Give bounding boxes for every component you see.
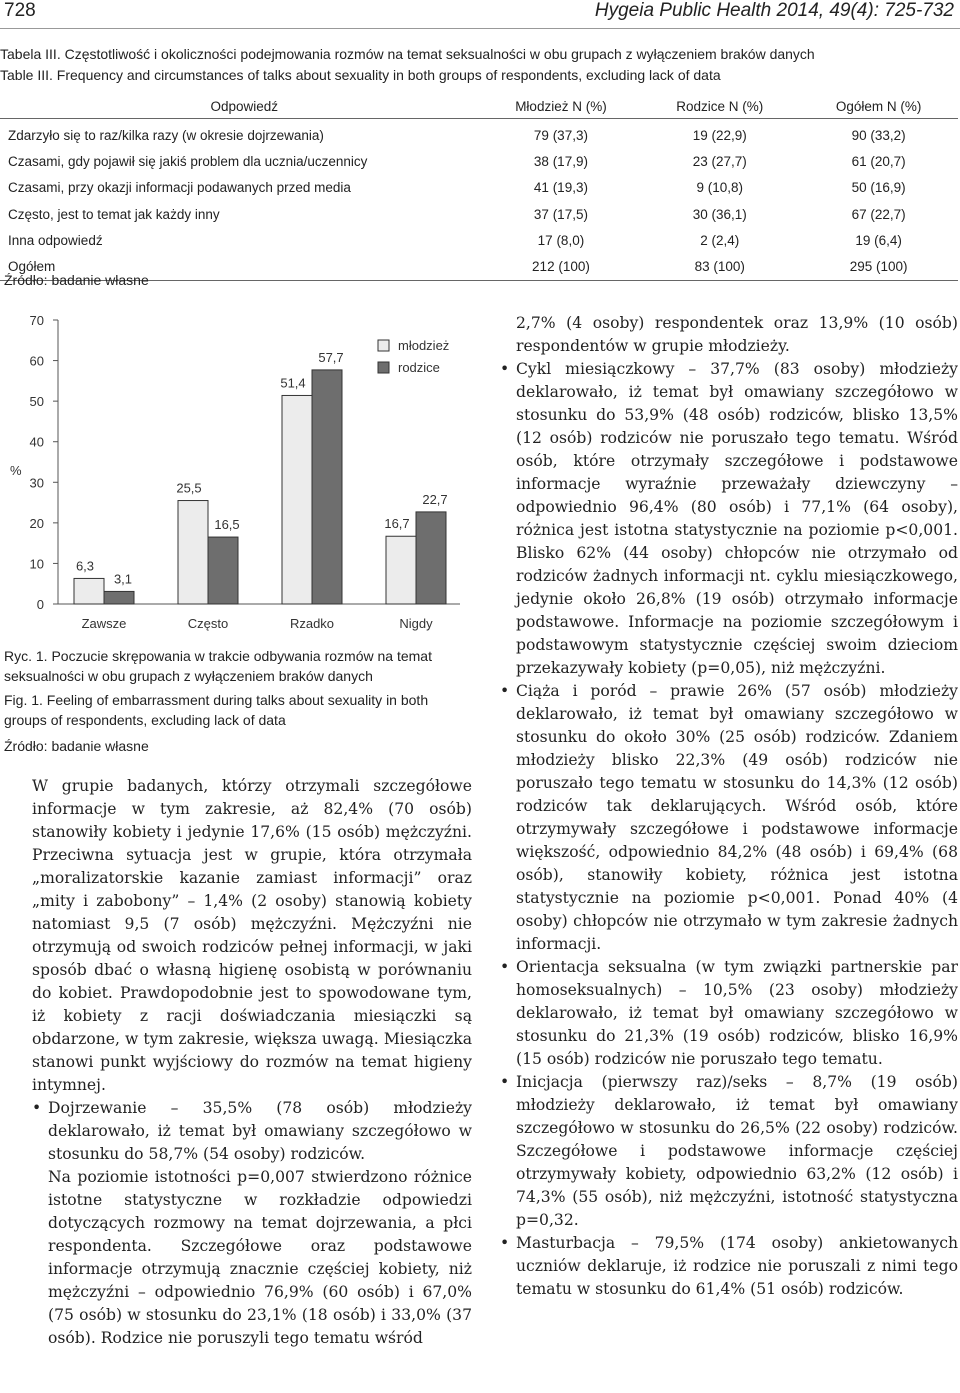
table-cell: Inna odpowiedź [8, 232, 103, 248]
bullet-icon: • [500, 1234, 510, 1252]
bullet-text: Inicjacja (pierwszy raz)/seks – 8,7% (19 osób) młodzieży deklarowało, iż temat był omawiany szczegółowo w stosunku do 26,5% (22 osoby) rodziców. Szczegółowe i podstawowe informacje częściej otrzymywały kobiety, odpowiednio 63,2% (12 osób) i 74,3% (55 osób), niż mężczyźni, istotność statystyczna p=0,32. [516, 1073, 958, 1229]
bullet-item [500, 1232, 958, 1301]
bar-value-label: 3,1 [113, 571, 133, 587]
col-header-parents: Rodzice N (%) [640, 94, 799, 119]
bullet-item [500, 1071, 958, 1232]
bar-młodzież [386, 536, 416, 604]
x-tick-label: Zawsze [81, 616, 127, 631]
table-cell: 212 (100) [482, 253, 641, 280]
table-row [0, 148, 958, 174]
bullet-text: Cykl miesiączkowy – 37,7% (83 osoby) młodzieży deklarowało, iż temat był omawiany szczegółowo w stosunku do 53,9% (48 osób) rodziców, blisko 13,5% (12 osób) rodziców nie poruszało tego tematu. Wśród osób, które otrzymały szczegółowe i podstawowe informacje wyraźnie przeważały dziewczyny – odpowiednio 96,4% (80 osób) i 77,1% (64 osoby), różnica jest istotna statystycznie na poziomie p<0,001. Blisko 62% (44 osoby) chłopców nie otrzymało od rodziców żadnych informacji nt. cyklu miesiączkowego, jedynie około 26,8% (19 osób) otrzymało informacje podstawowe. Informacje na poziomie szczegółowym i podstawowym statystycznie częściej swoim dzieciom przekazywały kobiety (p=0,05), niż mężczyźni. [516, 360, 958, 677]
table-cell: 17 (8,0) [537, 232, 585, 248]
y-tick-label: 30 [29, 475, 44, 491]
legend-swatch [378, 340, 389, 351]
table-cell: 79 (37,3) [533, 127, 588, 143]
x-tick-label: Rzadko [289, 616, 335, 631]
bar-rodzice [208, 537, 238, 604]
bar-rodzice [104, 591, 134, 604]
y-tick-label: 0 [36, 597, 44, 612]
bullet-text: Ciąża i poród – prawie 26% (57 osób) młodzieży deklarowało, iż temat był omawiany szczegółowo w stosunku do około 30% (25 osób) rodziców. Zdaniem młodzieży blisko 22,3% (49 osób) rodziców nie poruszało tego tematu w stosunku do 14,3% (12 osób) rodziców tak deklarujących. Wśród osób, które otrzymywały szczegółowe i podstawowe informacje większość, odpowiednio 84,2% (48 osób) i 69,4% (68 osób), stanowiły kobiety, różnica jest istotna statystycznie na poziomie p<0,001. Ponad 40% (4 osoby) chłopców nie otrzymało w tym zakresie żadnych informacji. [516, 682, 958, 953]
table-cell: Czasami, przy okazji informacji podawanych przed media [8, 180, 351, 196]
figure-caption-pl: Ryc. 1. Poczucie skrępowania w trakcie odbywania rozmów na temat seksualności w obu grupach z wyłączeniem braków danych [4, 648, 432, 684]
y-tick-label: 20 [29, 515, 44, 531]
bar-chart [0, 306, 480, 642]
table-row [0, 119, 958, 149]
bar-młodzież [74, 578, 104, 604]
x-tick-label: Często [187, 616, 229, 631]
bar-value-label: 16,7 [384, 516, 410, 532]
col-header-total: Ogółem N (%) [799, 94, 958, 119]
bar-rodzice [312, 370, 342, 604]
table-cell: 38 (17,9) [533, 153, 588, 169]
bar-chart-svg [0, 306, 480, 642]
table-cell: 30 (36,1) [692, 206, 747, 222]
journal-citation: Hygeia Public Health 2014, 49(4): 725-732 [594, 0, 954, 21]
bullet-icon: • [500, 360, 510, 378]
bar-value-label: 22,7 [422, 491, 448, 507]
table-cell: Zdarzyło się to raz/kilka razy (w okresie dojrzewania) [8, 127, 324, 143]
table-cell: Ogółem [0, 253, 482, 280]
bullet-text: Dojrzewanie – 35,5% (78 osób) młodzieży deklarowało, iż temat był omawiany szczegółowo w stosunku do 58,7% (54 osoby) rodziców. [48, 1099, 472, 1163]
bar-value-label: 51,4 [280, 375, 306, 391]
y-tick-label: 60 [29, 353, 44, 369]
table-cell: 2 (2,4) [700, 232, 740, 248]
figure-source: Źródło: badanie własne [4, 738, 149, 754]
page-number: 728 [4, 0, 36, 21]
bar-młodzież [282, 395, 312, 604]
table-cell: 19 (6,4) [855, 232, 902, 248]
table-cell: Czasami, gdy pojawił się jakiś problem dla ucznia/uczennicy [8, 153, 368, 169]
table-row [0, 175, 958, 201]
x-tick-label: Nigdy [399, 616, 433, 631]
y-axis-label: % [10, 463, 22, 479]
legend-swatch [378, 362, 389, 373]
table-captions [0, 44, 950, 86]
table-cell: 61 (20,7) [851, 153, 906, 169]
bullet-item [500, 680, 958, 956]
col-header-youth: Młodzież N (%) [482, 94, 641, 119]
legend-label: rodzice [398, 360, 440, 375]
y-tick-label: 10 [29, 556, 44, 572]
y-tick-label: 50 [29, 394, 44, 410]
table-cell: 9 (10,8) [696, 180, 744, 196]
bar-value-label: 25,5 [176, 480, 202, 496]
bar-value-label: 57,7 [318, 349, 344, 365]
bullet-item [32, 1097, 472, 1166]
figure-caption-en: Fig. 1. Feeling of embarrassment during talks about sexuality in both groups of respondents, excluding lack of data [4, 692, 429, 728]
bar-value-label: 6,3 [75, 558, 95, 574]
bullet-text: Masturbacja – 79,5% (174 osoby) ankietowanych uczniów deklaruje, iż rodzice nie poruszali z nimi tego tematu w stosunku do 61,4% (51 osób) rodziców. [516, 1234, 958, 1298]
results-table [0, 94, 958, 281]
bar-młodzież [178, 501, 208, 604]
table-row [0, 227, 958, 253]
table-cell: 41 (19,3) [533, 180, 588, 196]
paragraph: W grupie badanych, którzy otrzymali szczegółowe informacje w tym zakresie, aż 82,4% (70 osób) stanowiły kobiety i jedynie 17,6% (15 osób) mężczyźni. Przeciwna sytuacja jest w grupie, która otrzymała „moralizatorskie kazanie zamiast informacji” oraz „mity i zabobony” – 1,4% (2 osoby) stanowią kobiety natomiast 9,5 (7 osób) mężczyźni. Mężczyźni nie otrzymują od swoich rodziców pełnej informacji, w jaki sposób dbać o własną higienę osobistą w porównaniu do kobiet. Prawdopodobnie jest to spowodowane tym, iż kobiety z racji doświadczania miesiączki są obdarzone, w tym zakresie, większa uwagą. Miesiączka stanowi punkt wyjściowy do rozmów na temat higieny intymnej. [32, 777, 472, 1094]
bullet-icon: • [500, 1073, 510, 1091]
table-cell: 23 (27,7) [692, 153, 747, 169]
left-text-column [32, 775, 472, 1350]
bullet-text: Orientacja seksualna (w tym związki partnerskie par homoseksualnych) – 10,5% (23 osoby) młodzieży deklarowało, iż temat był omawiany szczegółowo w stosunku do 21,3% (19 osób) rodziców, blisko 16,9% (15 osób) rodziców nie poruszało tego tematu. [516, 958, 958, 1068]
bar-rodzice [416, 512, 446, 604]
figure-captions [4, 646, 474, 756]
table-caption-pl: Tabela III. Częstotliwość i okoliczności podejmowania rozmów na temat seksualności w obu grupach z wyłączeniem braków danych [0, 46, 815, 62]
table-cell: 50 (16,9) [851, 180, 906, 196]
right-text-column [500, 312, 958, 1301]
bullet-icon: • [500, 682, 510, 700]
table-cell: 67 (22,7) [851, 206, 906, 222]
paragraph: 2,7% (4 osoby) respondentek oraz 13,9% (10 osób) respondentów w grupie młodzieży. [516, 314, 958, 355]
bullet-item [500, 956, 958, 1071]
table-cell: Często, jest to temat jak każdy inny [8, 206, 220, 222]
bar-value-label: 16,5 [214, 517, 240, 533]
table-cell: 90 (33,2) [851, 127, 906, 143]
y-tick-label: 40 [29, 434, 44, 450]
y-tick-label: 70 [29, 313, 44, 328]
col-header-answer: Odpowiedź [0, 94, 482, 119]
table-cell: 37 (17,5) [533, 206, 588, 222]
bullet-icon: • [32, 1099, 42, 1117]
paragraph: Na poziomie istotności p=0,007 stwierdzono różnice istotne statystyczne w rozkładzie odpowiedzi dotyczących rozmowy na temat dojrzewania, a płci respondenta. Szczegółowe oraz podstawowe informacje otrzymują znacznie częściej kobiety, niż mężczyźni – odpowiednio 76,9% (60 osób) i 67,0% (75 osób) w stosunku do 23,1% (18 osób) i 33,0% (37 osób). Rodzice nie poruszyli tego tematu wśród [48, 1168, 472, 1347]
table-source: Źródło: badanie własne [4, 272, 149, 288]
table-caption-en: Table III. Frequency and circumstances of talks about sexuality in both groups of respondents, excluding lack of data [0, 67, 721, 83]
table-cell: 295 (100) [799, 253, 958, 280]
bullet-icon: • [500, 958, 510, 976]
page-header [0, 0, 960, 29]
table-cell: 19 (22,9) [692, 127, 747, 143]
table-cell: 83 (100) [640, 253, 799, 280]
bullet-item [500, 358, 958, 680]
legend-label: młodzież [398, 338, 450, 353]
table-row [0, 201, 958, 227]
table-header-row [0, 94, 958, 119]
